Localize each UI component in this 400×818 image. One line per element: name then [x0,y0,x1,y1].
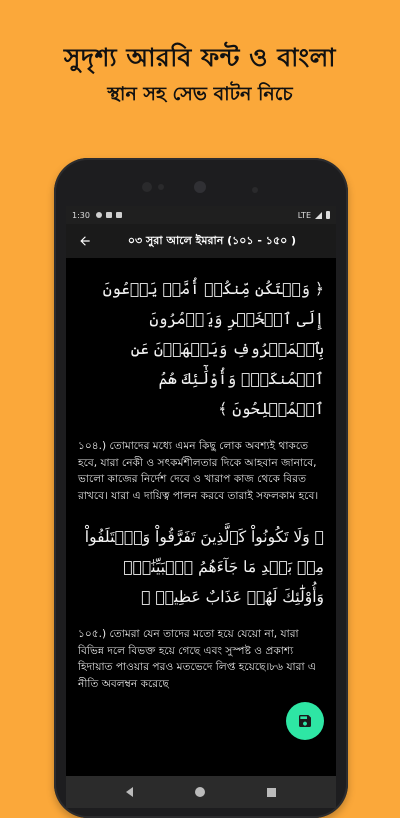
verse-item [78,274,324,504]
phone-screen [66,206,336,808]
arrow-back-icon [78,234,92,248]
save-icon [297,713,313,729]
network-type: LTE [297,210,311,220]
page-title: ০৩ সুরা আলে ইমরান (১০১ - ১৫০ ) [127,233,297,247]
battery-icon [326,211,330,219]
status-time: 1:30 [72,210,90,220]
sd-card-icon [116,212,122,218]
arabic-verse: ﴿ وَلۡتَكُن مِّنكُمۡ أُمَّةٞ يَدۡعُونَ إِلَى ٱلۡخَيۡرِ وَيَأۡمُرُونَ بِٱلۡمَعۡرُوفِ وَيَنۡهَوۡنَ عَنِ ٱلۡمُنكَرِۚ وَأُوْلَٰٓئِكَ هُمُ ٱلۡمُفۡلِحُونَ ﴾ [102,280,324,418]
phone-frame [54,158,348,818]
save-button[interactable] [286,702,324,740]
notification-icon [106,212,112,218]
nav-recents-icon[interactable] [267,788,276,797]
verse-list[interactable] [66,258,336,692]
promo-subheadline: স্থান সহ সেভ বাটন নিচে [107,83,293,105]
sensor-dot [142,182,152,192]
back-button[interactable] [74,230,96,252]
nav-back-icon[interactable] [126,787,133,797]
sensor-dot [158,184,164,190]
nav-home-icon[interactable] [195,787,205,797]
speaker-dot [252,187,258,193]
bangla-translation: ১০৫.) তোমরা যেন তাদের মতো হয়ে যেয়ো না, যারা বিভিন্ন দলে বিভক্ত হয়ে গেছে এবং সুস্পষ্ট ও প্রকাশ্য হিদায়াত পাওয়ার পরও মতভেদে লিপ্ত হয়েছে।৮৬ যারা এ নীতি অবলম্বন করেছে [78,628,316,690]
promo-headline: সুদৃশ্য আরবি ফন্ট ও বাংলা [63,43,337,72]
arabic-verse: ﴿ وَلَا تَكُونُواْ كَٱلَّذِينَ تَفَرَّقُواْ وَٱخۡتَلَفُواْ مِنۢ بَعۡدِ مَا جَآءَهُمُ ٱلۡبَيِّنَٰتُۚ وَأُوْلَٰٓئِكَ لَهُمۡ عَذَابٌ عَظِيمٞ ﴾ [84,528,324,606]
settings-icon [96,212,102,218]
app-bar [66,224,336,258]
verse-item [78,522,324,692]
status-bar [66,206,336,224]
front-camera [194,181,206,193]
signal-icon [315,212,322,219]
system-nav-bar [66,776,336,808]
bangla-translation: ১০৪.) তোমাদের মধ্যে এমন কিছু লোক অবশ্যই থাকতে হবে, যারা নেকী ও সৎকর্মশীলতার দিকে আহবান জানাবে, ভালো কাজের নির্দেশ দেবে ও খারাপ কাজ থেকে বিরত রাখবে। যারা এ দায়িত্ব পালন করবে তারাই সফলকাম হবে। [78,440,319,502]
